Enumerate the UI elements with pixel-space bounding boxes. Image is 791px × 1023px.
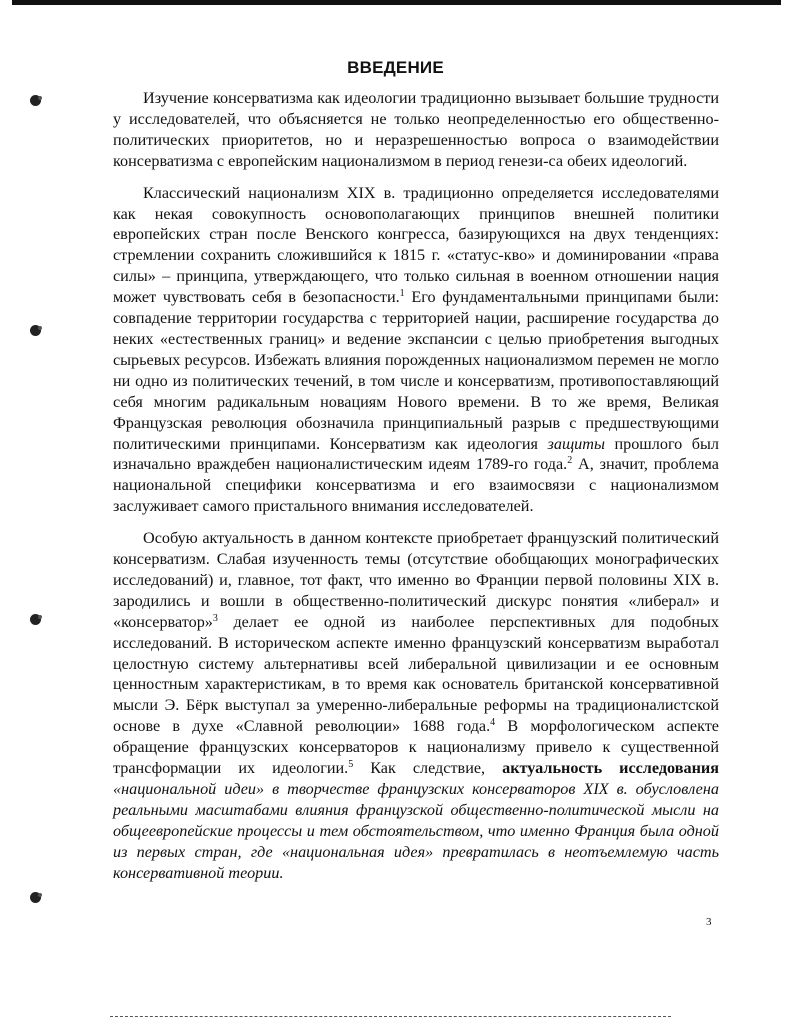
paragraph-2-part-2: Его фундаментальными принципами были: совпадение территории государства с территорией нации, расширение государства до неких «естественных границ» и ведение экспансии с целью приобретения выгодных сырьевых ресурсов. Избежать влияния порожденных национализмом перемен не могло ни одно из политических течений, в том числе и консерватизм, противопоставляющий себя многим радикальным новациям Нового времени. В то же время, Великая Французская революция обозначила принципиальный разрыв с предшествующими политическими принципами. Консерватизм как идеология bbox=[113, 288, 719, 453]
footnote-ref-5[interactable]: 5 bbox=[348, 759, 354, 771]
emphasis-word: защиты bbox=[547, 434, 605, 453]
paragraph-3-part-1: Особую актуальность в данном контексте приобретает французский политический консерватизм. Слабая изученность темы (отсутствие обобщающих монографических исследований) и, главное, тот факт, что именно во Франции первой половины XIX в. зародились и вошли в общественно-политический дискурс понятия «либерал» и «консерватор» bbox=[113, 529, 719, 631]
paragraph-3-part-4: Как следствие, bbox=[353, 759, 503, 778]
punch-hole-mark bbox=[30, 95, 41, 106]
paragraph-2-part-4: А, значит, проблема национальной специфики консерватизма и его взаимосвязи с национализмом заслуживает самого пристального внимания исследователей. bbox=[113, 455, 719, 516]
paragraph-3-part-3: В морфологическом аспекте обращение французских консерваторов к национализму привело к существенной трансформации их идеологии. bbox=[113, 717, 719, 778]
page-title: ВВЕДЕНИЕ bbox=[347, 58, 444, 77]
paragraph-2-part-3: прошлого был изначально враждебен националистическим идеям 1789-го года. bbox=[113, 434, 719, 474]
page-number: 3 bbox=[706, 916, 712, 928]
paragraph-3-part-2: делает ее одной из наиболее перспективных для подобных исследований. В историческом аспекте именно французский консерватизм выработал целостную систему альтернативы всей либеральной цивилизации и ее основным ценностным характеристикам, в то время как основатель британской консервативной мысли Э. Бёрк выступал за умеренно-либеральные реформы на традиционалистской основе в духе «Славной революции» 1688 года. bbox=[113, 612, 719, 736]
footnote-ref-1[interactable]: 1 bbox=[399, 288, 405, 300]
footnote-ref-2[interactable]: 2 bbox=[567, 455, 573, 467]
scan-bottom-border bbox=[110, 1016, 671, 1017]
footnote-ref-4[interactable]: 4 bbox=[490, 717, 496, 729]
punch-hole-mark bbox=[30, 325, 41, 336]
punch-hole-mark bbox=[30, 892, 41, 903]
bold-phrase: актуальность исследования bbox=[502, 759, 719, 778]
body-text bbox=[113, 88, 719, 884]
italic-passage: «национальной идеи» в творчестве французских консерваторов XIX в. обусловлена реальными масштабами влияния французской общественно-политической мысли на общеевропейские процессы и тем обстоятельством, что именно Франция была одной из первых стран, где «национальная идея» превратилась в неотъемлемую часть консервативной теории. bbox=[113, 780, 719, 882]
paragraph-1: Изучение консерватизма как идеологии традиционно вызывает большие трудности у исследователей, что объясняется не только неопределенностью его общественно-политических приоритетов, но и неразрешенностью вопроса о взаимодействии консерватизма с европейским национализмом в период генези-са обеих идеологий. bbox=[113, 89, 719, 170]
paragraph-2-part-1: Классический национализм XIX в. традиционно определяется исследователями как некая совокупность основополагающих принципов внешней политики европейских стран после Венского конгресса, базирующихся на двух тенденциях: стремлении сохранить сложившийся к 1815 г. «статус-кво» и доминировании «права силы» – принципа, утверждающего, что только сильная в военном отношении нация может чувствовать себя в безопасности. bbox=[113, 183, 719, 307]
scan-top-border bbox=[12, 0, 781, 5]
paragraph-2 bbox=[113, 183, 719, 518]
footnote-ref-3[interactable]: 3 bbox=[212, 612, 218, 624]
paragraph-3 bbox=[113, 528, 719, 883]
punch-hole-mark bbox=[30, 614, 41, 625]
